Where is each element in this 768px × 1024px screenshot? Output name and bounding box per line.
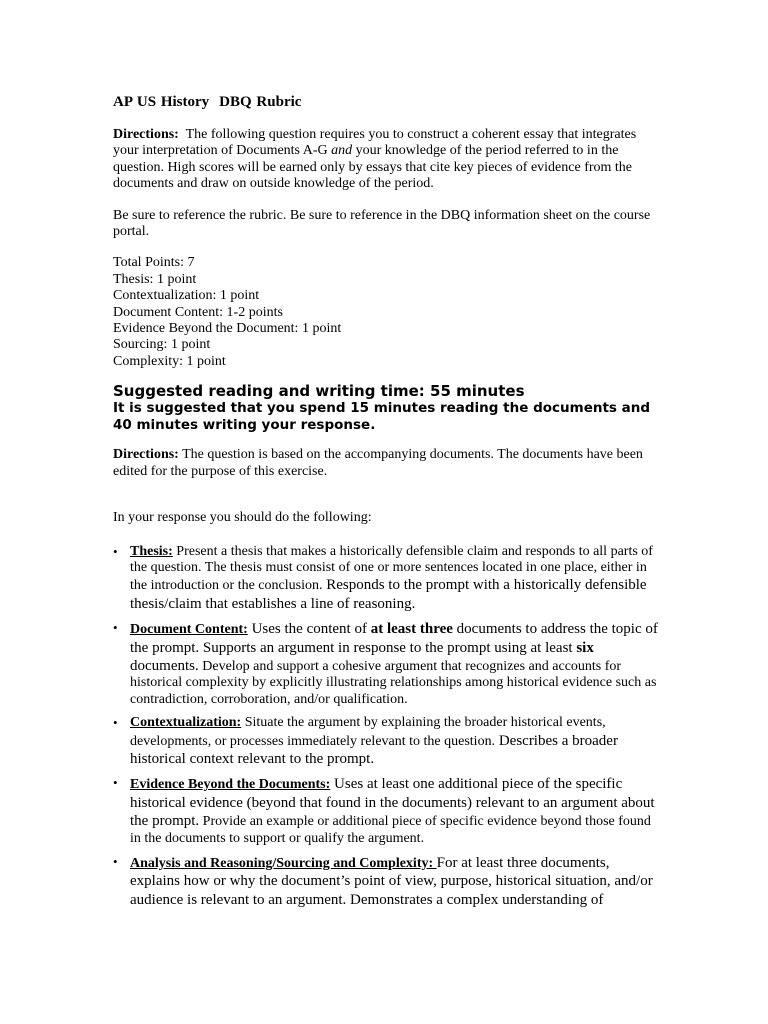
points-document-content: Document Content: 1-2 points: [113, 304, 283, 320]
directions-paragraph: Directions: The following question requires you to construct a coherent essay that integrates your interpretation of Documents A-G and your knowledge of the period referred to in the question. High scores will be earned only by essays that cite key pieces of evidence from the documents and draw on outside knowledge of the period.: [113, 127, 637, 192]
directions-2-paragraph: Directions: The question is based on the accompanying documents. The documents have been edited for the purpose of this exercise.: [113, 447, 643, 479]
points-thesis: Thesis: 1 point: [113, 271, 197, 287]
points-complexity: Complexity: 1 point: [113, 353, 226, 369]
document-title: AP US History DBQ Rubric: [113, 94, 302, 110]
requirements-list: [113, 544, 658, 910]
bullet-icon: •: [113, 715, 118, 731]
directions-label: Directions:: [113, 127, 179, 142]
list-item-document-content: • Document Content: Uses the content of at least three documents to address the topic of the prompt. Supports an argument in response to the prompt using at least six documents. Develop and support a cohesive argument that recognizes and accounts for historical complexity by explicitly illustrating relationships among historical evidence such as contradiction, corroboration, and/or qualification.: [113, 620, 658, 707]
suggested-time-block: [113, 382, 658, 434]
points-sourcing: Sourcing: 1 point: [113, 337, 211, 353]
suggested-time-subheading: It is suggested that you spend 15 minutes reading the documents and 40 minutes writing your response.: [113, 400, 651, 434]
list-item-contextualization: • Contextualization: Situate the argument by explaining the broader historical events, developments, or processes immediately relevant to the question. Describes a broader historical context relevant to the prompt.: [113, 715, 618, 767]
bullet-icon: •: [113, 775, 118, 791]
list-item-thesis: • Thesis: Present a thesis that makes a historically defensible claim and responds to all parts of the question. The thesis must consist of one or more sentences located in one place, either in the introduction or the conclusion. Responds to the prompt with a historically defensible thesis/claim that establishes a line of reasoning.: [113, 543, 653, 612]
points-total: Total Points: 7: [113, 255, 195, 271]
list-item-analysis-reasoning: • Analysis and Reasoning/Sourcing and Complexity: For at least three documents, explains how or why the document’s point of view, purpose, historical situation, and/or audience is relevant to an argument. Demonstrates a complex understanding of: [113, 854, 653, 908]
response-intro: In your response you should do the following:: [113, 510, 372, 526]
suggested-time-heading: Suggested reading and writing time: 55 minutes: [113, 382, 525, 401]
bullet-icon: •: [113, 543, 118, 559]
points-list: [113, 255, 658, 370]
points-contextualization: Contextualization: 1 point: [113, 288, 260, 304]
bullet-icon: •: [113, 854, 118, 869]
document-page: [113, 94, 658, 916]
list-item-evidence-beyond: • Evidence Beyond the Documents: Uses at least one additional piece of the specific historical evidence (beyond that found in the documents) relevant to an argument about the prompt. Provide an example or additional piece of specific evidence beyond those found in the documents to support or qualify the argument.: [113, 775, 655, 846]
bullet-icon: •: [113, 620, 118, 636]
reference-paragraph: Be sure to reference the rubric. Be sure to reference in the DBQ information sheet on the course portal.: [113, 207, 651, 240]
points-evidence-beyond: Evidence Beyond the Document: 1 point: [113, 321, 342, 337]
